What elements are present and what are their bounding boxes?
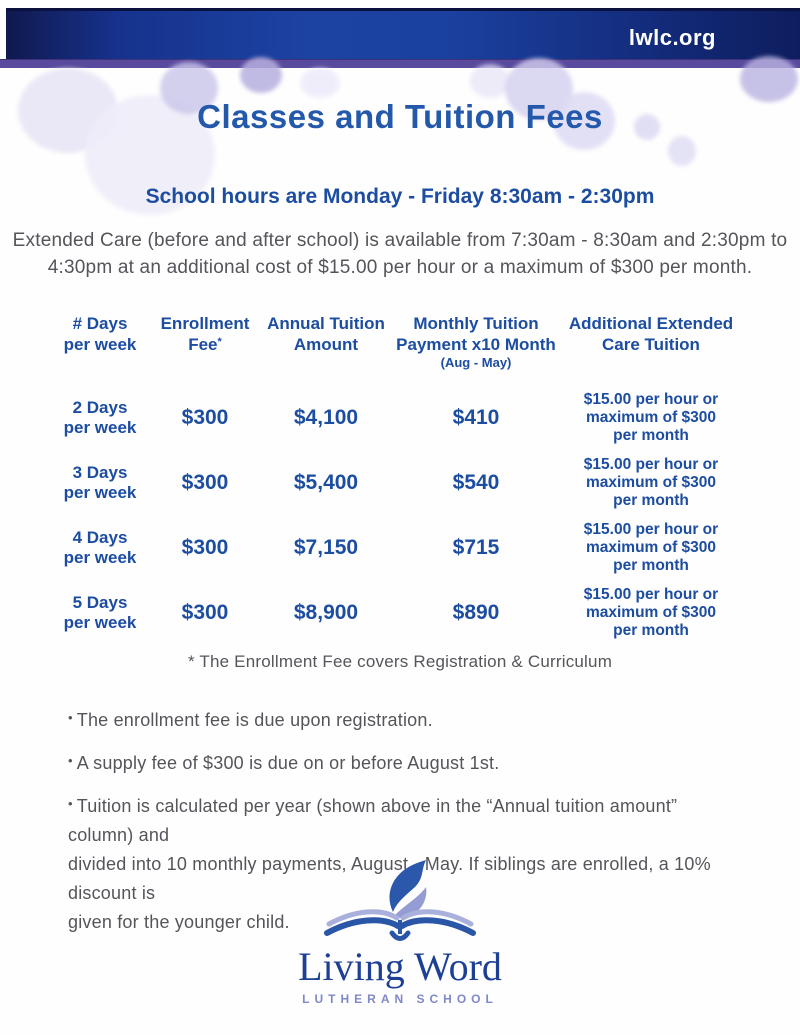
monthly-cell: $890	[452, 600, 500, 624]
website-url: lwlc.org	[628, 25, 716, 50]
page-top-margin	[0, 0, 800, 8]
header-days: # Days per week	[63, 314, 137, 354]
bullet-icon: •	[68, 710, 73, 725]
living-word-logo-icon	[315, 860, 485, 944]
footnote-asterisk: *	[217, 336, 222, 348]
note-item: • The enrollment fee is due upon registration.	[68, 710, 433, 730]
logo-school-subtitle: LUTHERAN SCHOOL	[302, 992, 498, 1006]
enrollment-cell: $300	[181, 535, 229, 559]
header-enrollment-fee: Enrollment Fee*	[160, 314, 250, 354]
note-item: • Tuition is calculated per year (shown above in the “Annual tuition amount” column) and divided into 10 monthly payments, August - May. If siblings are enrolled, a 10% discount is given for the younger child.	[68, 796, 711, 932]
monthly-cell: $540	[452, 470, 500, 494]
watercolor-blob	[470, 64, 510, 98]
table-row	[46, 385, 746, 450]
note-item: • A supply fee of $300 is due on or before August 1st.	[68, 753, 500, 773]
header-extended-care: Additional Extended Care Tuition	[568, 314, 734, 354]
table-header-row	[46, 313, 746, 385]
header-monthly-sub: (Aug - May)	[440, 355, 512, 370]
header-purple-stripe	[0, 59, 800, 68]
days-cell: 2 Days per week	[63, 397, 137, 437]
logo-school-name: Living Word	[298, 944, 502, 989]
enrollment-cell: $300	[181, 600, 229, 624]
extended-care-paragraph	[0, 227, 800, 281]
days-cell: 5 Days per week	[63, 592, 137, 632]
annual-cell: $8,900	[293, 600, 359, 624]
bullet-icon: •	[68, 753, 73, 768]
monthly-cell: $410	[452, 405, 500, 429]
school-logo	[0, 860, 800, 1006]
bullet-icon: •	[68, 796, 73, 811]
header-monthly-tuition: Monthly Tuition Payment x10 Month (Aug - May)	[396, 314, 556, 370]
tuition-table	[46, 313, 746, 645]
extended-cell: $15.00 per hour or maximum of $300 per month	[583, 520, 719, 574]
enrollment-cell: $300	[181, 405, 229, 429]
table-row	[46, 450, 746, 515]
extended-cell: $15.00 per hour or maximum of $300 per month	[583, 390, 719, 444]
page-title: Classes and Tuition Fees	[197, 98, 603, 135]
header-banner	[6, 8, 800, 59]
days-cell: 4 Days per week	[63, 527, 137, 567]
header-annual-tuition: Annual Tuition Amount	[267, 314, 385, 354]
enrollment-cell: $300	[181, 470, 229, 494]
monthly-cell: $715	[452, 535, 500, 559]
table-row	[46, 515, 746, 580]
annual-cell: $7,150	[293, 535, 359, 559]
watercolor-blob	[240, 57, 282, 93]
table-footnote: * The Enrollment Fee covers Registration & Curriculum	[187, 652, 613, 671]
extended-cell: $15.00 per hour or maximum of $300 per month	[583, 455, 719, 509]
extended-care-line-2: 4:30pm at an additional cost of $15.00 per hour or a maximum of $300 per month.	[47, 257, 753, 278]
extended-care-line-1: Extended Care (before and after school) is available from 7:30am - 8:30am and 2:30pm to	[12, 230, 788, 251]
watercolor-blob	[668, 136, 696, 166]
watercolor-blob	[740, 56, 798, 102]
days-cell: 3 Days per week	[63, 462, 137, 502]
annual-cell: $5,400	[293, 470, 359, 494]
school-hours-line: School hours are Monday - Friday 8:30am - 2:30pm	[145, 185, 655, 208]
watercolor-blob	[300, 68, 340, 98]
annual-cell: $4,100	[293, 405, 359, 429]
extended-cell: $15.00 per hour or maximum of $300 per month	[583, 585, 719, 639]
table-row	[46, 580, 746, 645]
